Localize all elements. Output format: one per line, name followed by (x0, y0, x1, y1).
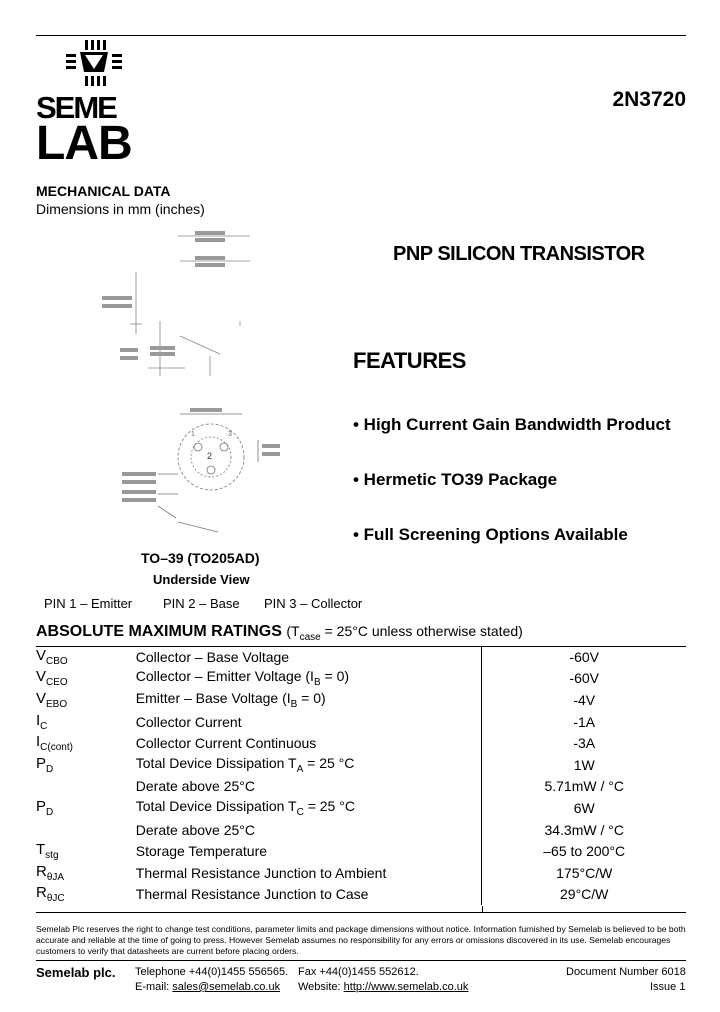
rating-symbol-subscript: EBO (46, 698, 68, 710)
pin-3-label: PIN 3 – Collector (264, 596, 363, 611)
rating-value: -1A (482, 711, 686, 733)
features-title: FEATURES (353, 348, 466, 373)
footer-website-row (298, 981, 468, 993)
rating-value: 34.3mW / °C (482, 819, 686, 841)
rating-symbol-subscript: θJC (46, 893, 65, 905)
rating-description (136, 884, 482, 906)
ratings-row (36, 884, 686, 906)
rating-description-end: = 0) (320, 668, 350, 685)
ratings-row (36, 646, 686, 668)
rating-description-text: Thermal Resistance Junction to Ambient (135, 864, 387, 881)
footer-website-link[interactable]: http://www.semelab.co.uk (343, 981, 469, 993)
rating-symbol (36, 776, 136, 798)
rating-description (136, 668, 482, 690)
rating-description (136, 646, 482, 668)
mechanical-subtitle: Dimensions in mm (inches) (36, 201, 205, 217)
rating-symbol (36, 668, 136, 690)
rating-symbol (36, 646, 136, 668)
rating-description-text: Emitter – Base Voltage (I (135, 690, 291, 707)
footer-telephone: Telephone +44(0)1455 556565. (135, 966, 289, 978)
rating-description (136, 862, 482, 884)
ratings-condition-prefix: (T (286, 623, 300, 639)
rating-symbol-subscript: D (46, 763, 54, 775)
rating-description (136, 711, 482, 733)
feature-item: • Full Screening Options Available (353, 525, 628, 544)
ratings-condition (286, 623, 523, 643)
ratings-row (36, 668, 686, 690)
rating-symbol (36, 689, 136, 711)
rating-description-end: = 25 °C (303, 798, 355, 815)
package-underside-view-drawing (118, 402, 286, 542)
rating-description (136, 840, 482, 862)
rating-value: -4V (482, 689, 686, 711)
rating-symbol-main: I (36, 711, 41, 729)
rating-description-end: = 25 °C (303, 754, 355, 771)
rating-symbol (36, 862, 136, 884)
logo-text-seme: SEME (36, 90, 116, 125)
package-name: TO–39 (TO205AD) (141, 550, 260, 566)
disclaimer: Semelab Plc reserves the right to change test conditions, parameter limits and package dimensions without notice. Information furnished by Semelab is believed to be both accurate and reliable at the time of going to press. However Semelab assumes no responsibility for any errors or omissions discovered in its use. Semelab encourages customers to verify that datasheets are current before placing orders. (36, 924, 686, 956)
rating-description (136, 732, 482, 754)
rating-description-text: Collector Current (135, 713, 242, 730)
rating-description-text: Storage Temperature (135, 843, 268, 860)
footer-fax: Fax +44(0)1455 552612. (298, 966, 419, 978)
footer-rule (36, 960, 686, 961)
footer-website-label: Website: (298, 981, 341, 993)
rating-value: -60V (482, 668, 686, 690)
rating-symbol (36, 797, 136, 819)
rating-symbol-main: P (36, 754, 47, 772)
rating-symbol (36, 884, 136, 906)
rating-description-text: Total Device Dissipation T (135, 798, 297, 815)
rating-symbol-main: R (36, 884, 47, 902)
rating-value: 5.71mW / °C (482, 776, 686, 798)
ratings-row (36, 776, 686, 798)
rating-description-subscript: B (313, 677, 321, 689)
ratings-condition-suffix: = 25°C unless otherwise stated) (320, 623, 523, 639)
logo-text-lab: LAB (36, 117, 132, 170)
ratings-row (36, 732, 686, 754)
rating-description-text: Collector – Emitter Voltage (I (135, 668, 314, 685)
top-rule (36, 35, 686, 36)
rating-symbol (36, 732, 136, 754)
footer-company: Semelab plc. (36, 965, 116, 980)
pin-2-label: PIN 2 – Base (163, 596, 240, 611)
rating-description-subscript: C (296, 806, 304, 818)
ratings-row (36, 711, 686, 733)
rating-symbol-main: I (36, 733, 41, 751)
rating-description-text: Collector Current Continuous (135, 735, 317, 752)
footer-email-label: E-mail: (135, 981, 170, 993)
footer-email-link[interactable]: sales@semelab.co.uk (172, 981, 281, 993)
rating-symbol-main: T (36, 841, 46, 859)
rating-value: 29°C/W (482, 884, 686, 906)
ratings-value-divider-extension (482, 906, 483, 912)
rating-description-text: Thermal Resistance Junction to Case (135, 886, 369, 903)
ratings-title-text: ABSOLUTE MAXIMUM RATINGS (36, 623, 282, 640)
rating-symbol-subscript: C (40, 720, 48, 732)
ratings-row (36, 819, 686, 841)
rating-description-subscript: B (290, 698, 298, 710)
rating-symbol-subscript: CEO (46, 677, 68, 689)
ratings-bottom-rule (36, 912, 686, 913)
ratings-row (36, 797, 686, 819)
rating-description-subscript: A (296, 763, 304, 775)
ratings-row (36, 689, 686, 711)
rating-symbol-main: V (36, 668, 47, 686)
footer-doc-number: Document Number 6018 (566, 966, 686, 978)
package-side-view-drawing (100, 226, 260, 386)
rating-description-text: Collector – Base Voltage (135, 648, 290, 665)
rating-symbol-subscript: D (46, 806, 54, 818)
rating-symbol-main: R (36, 862, 47, 880)
rating-description (136, 819, 482, 841)
ratings-row (36, 862, 686, 884)
product-title: PNP SILICON TRANSISTOR (393, 243, 645, 265)
rating-value: -60V (482, 646, 686, 668)
rating-description-text: Total Device Dissipation T (135, 754, 297, 771)
feature-item: • Hermetic TO39 Package (353, 470, 558, 489)
pin-1-label: PIN 1 – Emitter (44, 596, 133, 611)
rating-symbol (36, 754, 136, 776)
rating-symbol-main: P (36, 797, 47, 815)
ratings-row (36, 840, 686, 862)
mechanical-title: MECHANICAL DATA (36, 183, 171, 199)
rating-value: 1W (482, 754, 686, 776)
rating-symbol (36, 819, 136, 841)
rating-description (136, 689, 482, 711)
ratings-row (36, 754, 686, 776)
logo-mark-icon (66, 40, 122, 88)
footer-email-row (135, 981, 280, 993)
rating-symbol-subscript: CBO (46, 655, 68, 667)
rating-symbol-subscript: stg (45, 850, 59, 862)
ratings-condition-sub: case (299, 631, 321, 643)
rating-description (136, 776, 482, 798)
rating-description-text: Derate above 25°C (135, 778, 255, 795)
rating-description (136, 797, 482, 819)
rating-value: -3A (482, 732, 686, 754)
rating-description-text: Derate above 25°C (135, 821, 255, 838)
rating-symbol-subscript: θJA (46, 871, 65, 883)
pin-3-number: 3 (228, 431, 232, 438)
rating-value: 175°C/W (482, 862, 686, 884)
footer-issue: Issue 1 (650, 981, 686, 993)
rating-description (136, 754, 482, 776)
pin-2-number: 2 (207, 451, 213, 461)
rating-value: 6W (482, 797, 686, 819)
feature-item: • High Current Gain Bandwidth Product (353, 415, 671, 434)
package-view-label: Underside View (153, 572, 250, 587)
rating-symbol-main: V (36, 646, 47, 664)
rating-symbol (36, 711, 136, 733)
rating-symbol-main: V (36, 689, 47, 707)
rating-symbol-subscript: C(cont) (40, 742, 73, 754)
part-number: 2N3720 (612, 88, 686, 111)
rating-description-end: = 0) (297, 690, 326, 707)
ratings-table (36, 646, 686, 905)
rating-value: –65 to 200°C (482, 840, 686, 862)
pin-1-number: 1 (191, 431, 195, 438)
rating-symbol (36, 840, 136, 862)
ratings-title (36, 623, 523, 643)
